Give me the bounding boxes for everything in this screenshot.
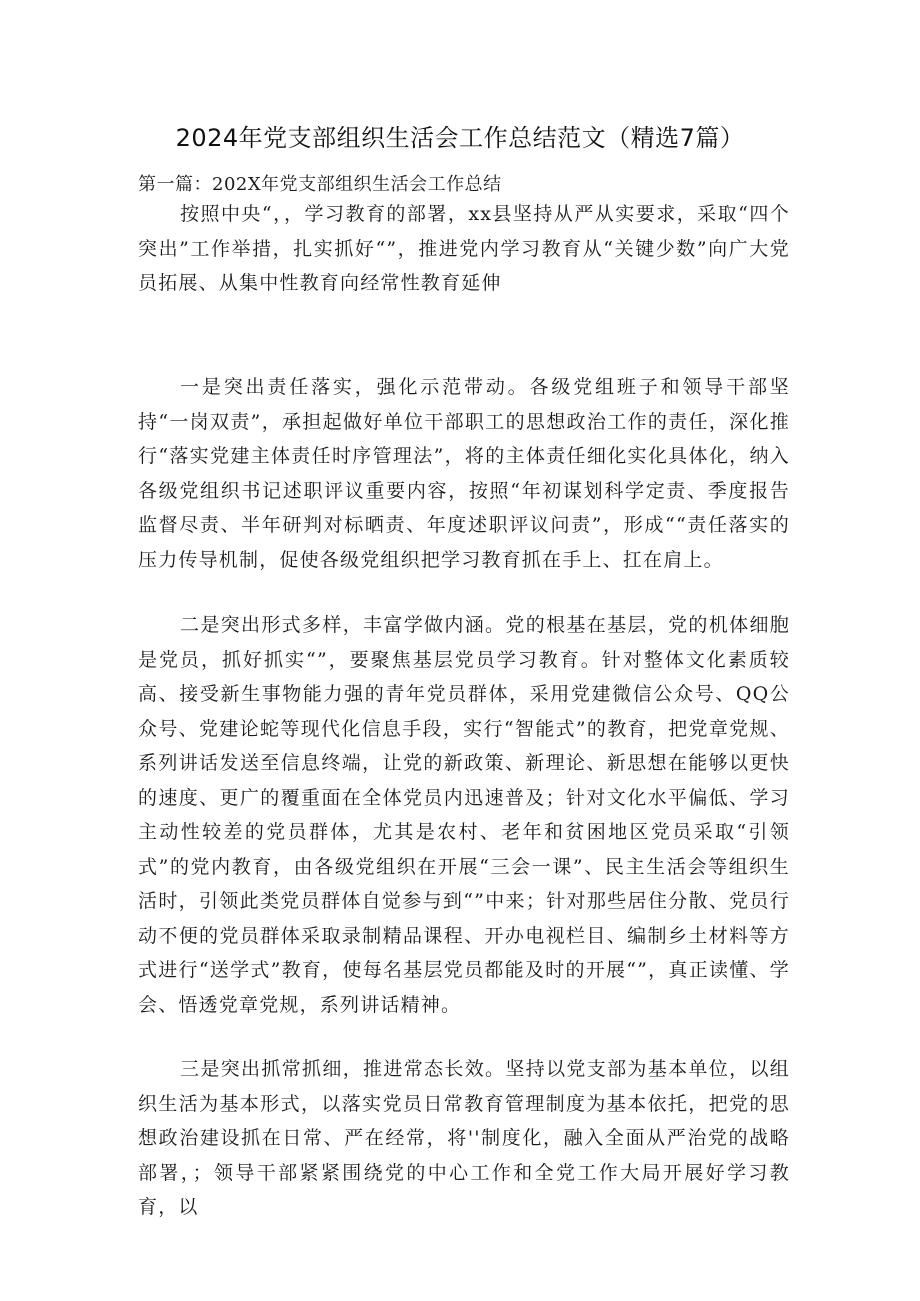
paragraph-responsibility: 一是突出责任落实，强化示范带动。各级党组班子和领导干部坚持“一岗双责”，承担起做好单位干部职工的思想政治工作的责任，深化推行“落实党建主体责任时序管理法”，将的主体责任细化实化具体化，纳入各级党组织书记述职评议重要内容，按照“年初谋划科学定责、季度报告监督尽责、半年研判对标晒责、年度述职评议问责”，形成““责任落实的压力传导机制，促使各级党组织把学习教育抓在手上、扛在肩上。 <box>138 376 790 571</box>
paragraph-intro: 按照中央“，，学习教育的部署，xx县坚持从严从实要求，采取“四个突出”工作举措，扎实抓好“”，推进党内学习教育从“关键少数”向广大党员拓展、从集中性教育向经常性教育延伸 <box>138 203 790 294</box>
paragraph-diverse-forms: 二是突出形式多样，丰富学做内涵。党的根基在基层，党的机体细胞是党员，抓好抓实“”，要聚焦基层党员学习教育。针对整体文化素质较高、接受新生事物能力强的青年党员群体，采用党建微信公众号、QQ公众号、党建论蛇等现代化信息手段，实行“智能式”的教育，把党章党规、系列讲话发送至信息终端，让党的新政策、新理论、新思想在能够以更快的速度、更广的覆重面在全体党员内迅速普及；针对文化水平偏低、学习主动性较差的党员群体，尤其是农村、老年和贫困地区党员采取“引领式”的党内教育，由各级党组织在开展“三会一课”、民主生活会等组织生活时，引领此类党员群体自觉参与到“”中来；针对那些居住分散、党员行动不便的党员群体采取录制精品课程、开办电视栏目、编制乡土材料等方式进行“送学式”教育，使每名基层党员都能及时的开展“”，真正读懂、学会、悟透党章党规，系列讲话精神。 <box>138 614 790 1016</box>
section-heading: 第一篇：202X年党支部组织生活会工作总结 <box>138 174 502 195</box>
document-title: 2024年党支部组织生活会工作总结范文（精选7篇） <box>175 124 745 152</box>
paragraph-regular-practice: 三是突出抓常抓细，推进常态长效。坚持以党支部为基本单位，以组织生活为基本形式，以落实党员日常教育管理制度为基本依托，把党的思想政治建设抓在日常、严在经常，将''制度化，融入全面从严治党的战略部署，；领导干部紧紧围绕党的中心工作和全党工作大局开展好学习教育，以 <box>138 1058 790 1218</box>
